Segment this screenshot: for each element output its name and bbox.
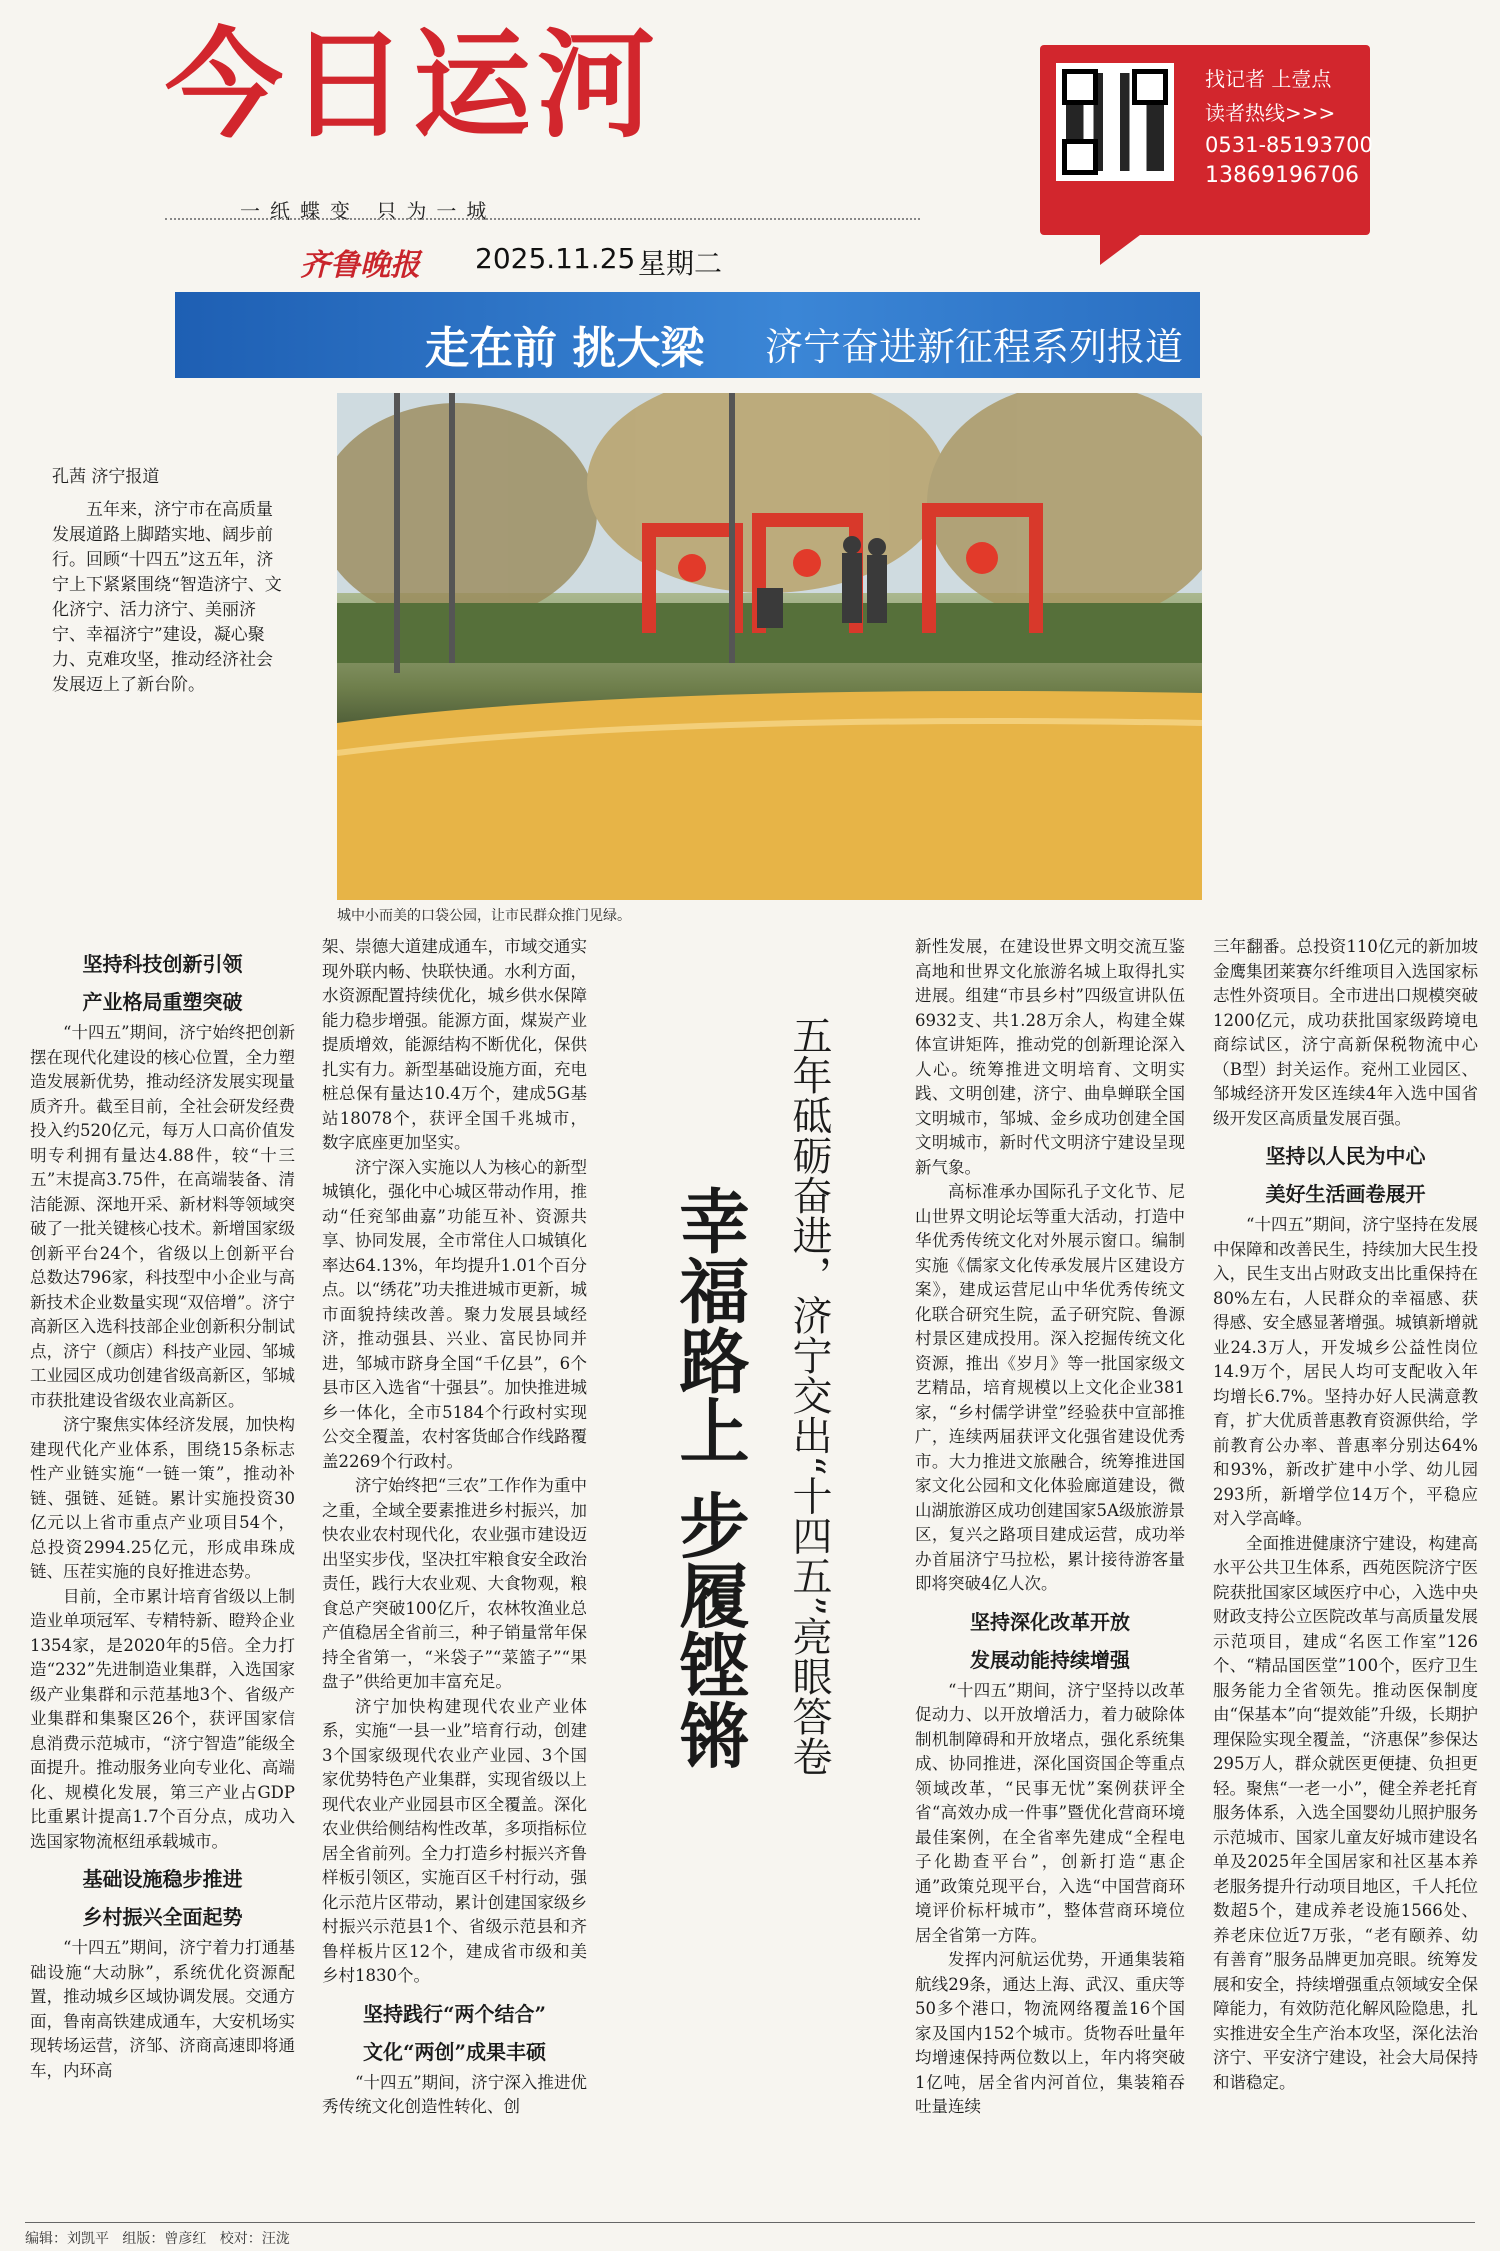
article-subheadline: 五年砥砺奋进，济宁交出“十四五”亮眼答卷 [786, 1015, 832, 1776]
park-photo-illustration [337, 393, 1202, 900]
masthead-slogan: 一纸蝶变 只为一城 [240, 199, 497, 223]
article-lead: 五年来，济宁市在高质量发展道路上脚踏实地、阔步前行。回顾“十四五”这五年，济宁上下紧紧围绕“智造济宁、文化济宁、活力济宁、美丽济宁、幸福济宁”建设，凝心聚力、克难攻坚，推动经济社会发展迈上了新台阶。 [52, 500, 282, 695]
paragraph: 新性发展，在建设世界文明交流互鉴高地和世界文化旅游名城上取得扎实进展。组建“市县乡村”四级宣讲队伍6932支、共1.28万余人，构建全媒体宣讲矩阵，推动党的创新理论深入人心。统筹推进文明培育、文明实践、文明创建，济宁、曲阜蝉联全国文明城市，邹城、金乡成功创建全国文明城市，新时代文明济宁建设呈现新气象。 [915, 937, 1185, 1177]
reader-hotline-box [1040, 45, 1373, 235]
paragraph: 全面推进健康济宁建设，构建高水平公共卫生体系，西苑医院济宁医院获批国家区域医疗中心，入选中央财政支持公立医院改革与高质量发展示范项目，建成“名医工作室”126个、“精品国医堂”100个，医疗卫生服务能力全省领先。推动医保制度由“保基本”向“提效能”升级，长期护理保险实现全覆盖，“济惠保”参保达295万人，群众就医更便捷、负担更轻。聚焦“一老一小”，健全养老托育服务体系，入选全国婴幼儿照护服务示范城市、国家儿童友好城市建设名单及2025年全国居家和社区基本养老服务提升行动项目地区，千人托位数超5个，建成养老设施1566处、养老床位近7万张，“老有颐养、幼有善育”服务品牌更加亮眼。统筹发展和安全，持续增强重点领域安全保障能力，有效防范化解风险隐患，扎实推进安全生产治本攻坚，深化法治济宁、平安济宁建设，社会大局保持和谐稳定。 [1213, 1533, 1478, 2092]
paragraph: 济宁加快构建现代农业产业体系，实施“一县一业”培育行动，创建3个国家级现代农业产业园、3个国家优势特色产业集群，实现省级以上现代农业产业园县市区全覆盖。深化农业供给侧结构性改革，多项指标位居全省前列。全力打造乡村振兴齐鲁样板引领区，实施百区千村行动，强化示范片区带动，累计创建国家级乡村振兴示范县1个、省级示范县和齐鲁样板片区12个，建成省市级和美乡村1830个。 [322, 1696, 587, 1985]
article-column-3 [915, 935, 1185, 2120]
newspaper-logo: 齐鲁晚报 [300, 248, 420, 283]
hotline-phone-1[interactable]: 0531-85193700 [1205, 133, 1373, 157]
masthead-divider [165, 218, 920, 220]
issue-date: 2025.11.25 [475, 242, 636, 275]
hotline-label: 读者热线>>> [1205, 101, 1336, 125]
byline: 孔茜 济宁报道 [52, 467, 160, 487]
paragraph: “十四五”期间，济宁坚持以改革促动力、以开放增活力，着力破除体制机制障碍和开放堵点，强化系统集成、协同推进，深化国资国企等重点领域改革，“民事无忧”案例获评全省“高效办成一件事”暨优化营商环境最佳案例，在全省率先建成“全程电子化勘查平台”，创新打造“惠企通”政策兑现平台，入选“中国营商环境评价标杆城市”，整体营商环境位居全省第一方阵。 [915, 1680, 1185, 1945]
section-heading-people-2: 美好生活画卷展开 [1265, 1182, 1426, 1206]
section-heading-reform-2: 发展动能持续增强 [970, 1647, 1130, 1672]
paragraph: “十四五”期间，济宁始终把创新摆在现代化建设的核心位置，全力塑造发展新优势，推动经济发展实现量质齐升。截至目前，全社会研发经费投入约520亿元，每万人口高价值发明专利拥有量达4.88件，较“十三五”末提高3.75件，在高端装备、清洁能源、深地开采、新材料等领域突破了一批关键核心技术。新增国家级创新平台24个，省级以上创新平台总数达796家，科技型中小企业与高新技术企业数量实现“双倍增”。济宁高新区入选科技部企业创新积分制试点，济宁（颜店）科技产业园、邹城工业园区成功创建省级高新区，邹城市获批建设省级农业高新区。 [30, 1023, 295, 1410]
footer-credits [25, 2228, 290, 2248]
section-heading-tech-2: 产业格局重塑突破 [82, 990, 243, 1014]
paragraph: “十四五”期间，济宁坚持在发展中保障和改善民生，持续加大民生投入，民生支出占财政支出比重保持在80%左右，人民群众的幸福感、获得感、安全感显著增强。城镇新增就业24.3万人，开发城乡公益性岗位14.9万个，居民人均可支配收入年均增长6.7%。坚持办好人民满意教育，扩大优质普惠教育资源供给，学前教育公办率、普惠率分别达64%和93%，新改扩建中小学、幼儿园293所，新增学位14万个，平稳应对入学高峰。 [1213, 1215, 1478, 1528]
issue-weekday: 星期二 [638, 247, 723, 280]
section-heading-infra-1: 基础设施稳步推进 [82, 1867, 243, 1891]
banner-headline: 走在前 挑大梁 [425, 323, 705, 374]
paragraph: 济宁始终把“三农”工作作为重中之重，全域全要素推进乡村振兴，加快农业农村现代化，农业强市建设迈出坚实步伐，坚决扛牢粮食安全政治责任，践行大农业观、大食物观，粮食总产突破100亿斤，农林牧渔业总产值稳居全省前三，种子销量常年保持全省第一，“米袋子”“菜篮子”“果盘子”供给更加丰富充足。 [322, 1476, 587, 1691]
paragraph: 架、崇德大道建成通车，市域交通实现外联内畅、快联快通。水利方面，水资源配置持续优化，城乡供水保障能力稳步增强。能源方面，煤炭产业提质增效，能源结构不断优化，保供扎实有力。新型基础设施方面，充电桩总保有量达10.4万个，建成5G基站18078个，获评全国千兆城市，数字底座更加坚实。 [322, 937, 587, 1152]
footer-layout: 组版：曾彦红 [122, 2231, 207, 2247]
article-headline: 幸福路上 步履铿锵 [668, 1185, 751, 1770]
paragraph: 发挥内河航运优势，开通集装箱航线29条，通达上海、武汉、重庆等50多个港口，物流网络覆盖16个国家及国内152个城市。货物吞吐量年均增速保持两位数以上，年内将突破1亿吨，居全省内河首位，集装箱吞吐量连续 [915, 1950, 1185, 2116]
paragraph: 济宁深入实施以人为核心的新型城镇化，强化中心城区带动作用，推动“任兖邹曲嘉”功能互补、资源共享、协同发展，全市常住人口城镇化率达64.13%，年均提升1.01个百分点。以“绣花”功夫推进城市更新，城市面貌持续改善。聚力发展县域经济，推动强县、兴业、富民协同并进，邹城市跻身全国“千亿县”，6个县市区入选省“十强县”。加快推进城乡一体化，全市5184个行政村实现公交全覆盖，农村客货邮合作线路覆盖2269个行政村。 [322, 1157, 587, 1471]
banner-series-name: 济宁奋进新征程系列报道 [765, 325, 1184, 369]
section-heading-culture-2: 文化“两创”成果丰硕 [362, 2039, 546, 2064]
paragraph: 目前，全市累计培育省级以上制造业单项冠军、专精特新、瞪羚企业1354家，是2020年的5倍。全力打造“232”先进制造业集群，入选国家级产业集群和示范基地3个、省级产业集群和集聚区26个，获评国家信息消费示范城市，“济宁智造”能级全面提升。推动服务业向专业化、高端化、规模化发展，第三产业占GDP比重累计提高1.7个百分点，成功入选国家物流枢纽承载城市。 [30, 1586, 295, 1851]
qr-code-icon[interactable] [1056, 63, 1174, 181]
hotline-phone-2[interactable]: 13869196706 [1205, 163, 1359, 188]
footer-editor: 编辑：刘凯平 [25, 2231, 109, 2247]
paragraph: 三年翻番。总投资110亿元的新加坡金鹰集团莱赛尔纤维项目入选国家标志性外资项目。全市进出口规模突破1200亿元，成功获批国家级跨境电商综试区，济宁高新保税物流中心（B型）封关运作。兖州工业园区、邹城经济开发区连续4年入选中国省级开发区高质量发展百强。 [1213, 937, 1478, 1128]
series-banner [175, 292, 1200, 378]
article-column-4 [1213, 935, 1478, 2095]
paragraph: 高标准承办国际孔子文化节、尼山世界文明论坛等重大活动，打造中华优秀传统文化对外展示窗口。编制实施《儒家文化传承发展片区建设方案》，建成运营尼山中华优秀传统文化联合研究生院，孟子研究院、鲁源村景区建成投用。深入挖掘传统文化资源，推出《岁月》等一批国家级文艺精品，培育规模以上文化企业381家，“乡村儒学讲堂”经验获中宣部推广，连续两届获评文化强省建设优秀市。大力推进文旅融合，统筹推进国家文化公园和文化体验廊道建设，微山湖旅游区成功创建国家5A级旅游景区，复兴之路项目建成运营，成功举办首届济宁马拉松，累计接待游客量即将突破4亿人次。 [915, 1182, 1185, 1593]
section-heading-reform-1: 坚持深化改革开放 [970, 1609, 1130, 1634]
paragraph: “十四五”期间，济宁深入推进优秀传统文化创造性转化、创 [322, 2072, 587, 2116]
photo-caption: 城中小而美的口袋公园，让市民群众推门见绿。 [337, 908, 631, 924]
footer-proofreader: 校对：汪泷 [219, 2231, 290, 2247]
article-column-1 [30, 945, 295, 2083]
section-heading-culture-1: 坚持践行“两个结合” [362, 2001, 546, 2026]
article-column-2 [322, 935, 587, 2120]
section-heading-tech-1: 坚持科技创新引领 [82, 952, 243, 976]
section-heading-people-1: 坚持以人民为中心 [1265, 1144, 1426, 1168]
footer-divider [25, 2222, 1475, 2223]
paragraph: 济宁聚焦实体经济发展，加快构建现代化产业体系，围绕15条标志性产业链实施“一链一策”，推动补链、强链、延链。累计实施投资30亿元以上省市重点产业项目54个，总投资2994.25亿元，形成串珠成链、压茬实施的良好推进态势。 [30, 1415, 295, 1581]
paragraph: “十四五”期间，济宁着力打通基础设施“大动脉”，系统优化资源配置，推动城乡区域协调发展。交通方面，鲁南高铁建成通车，大安机场实现转场运营，济邹、济商高速即将通车，内环高 [30, 1938, 295, 2080]
park-photo [337, 393, 1202, 900]
hotline-slogan: 找记者 上壹点 [1205, 67, 1332, 91]
masthead-title: 今日运河 [165, 16, 662, 154]
section-heading-infra-2: 乡村振兴全面起势 [82, 1905, 243, 1929]
